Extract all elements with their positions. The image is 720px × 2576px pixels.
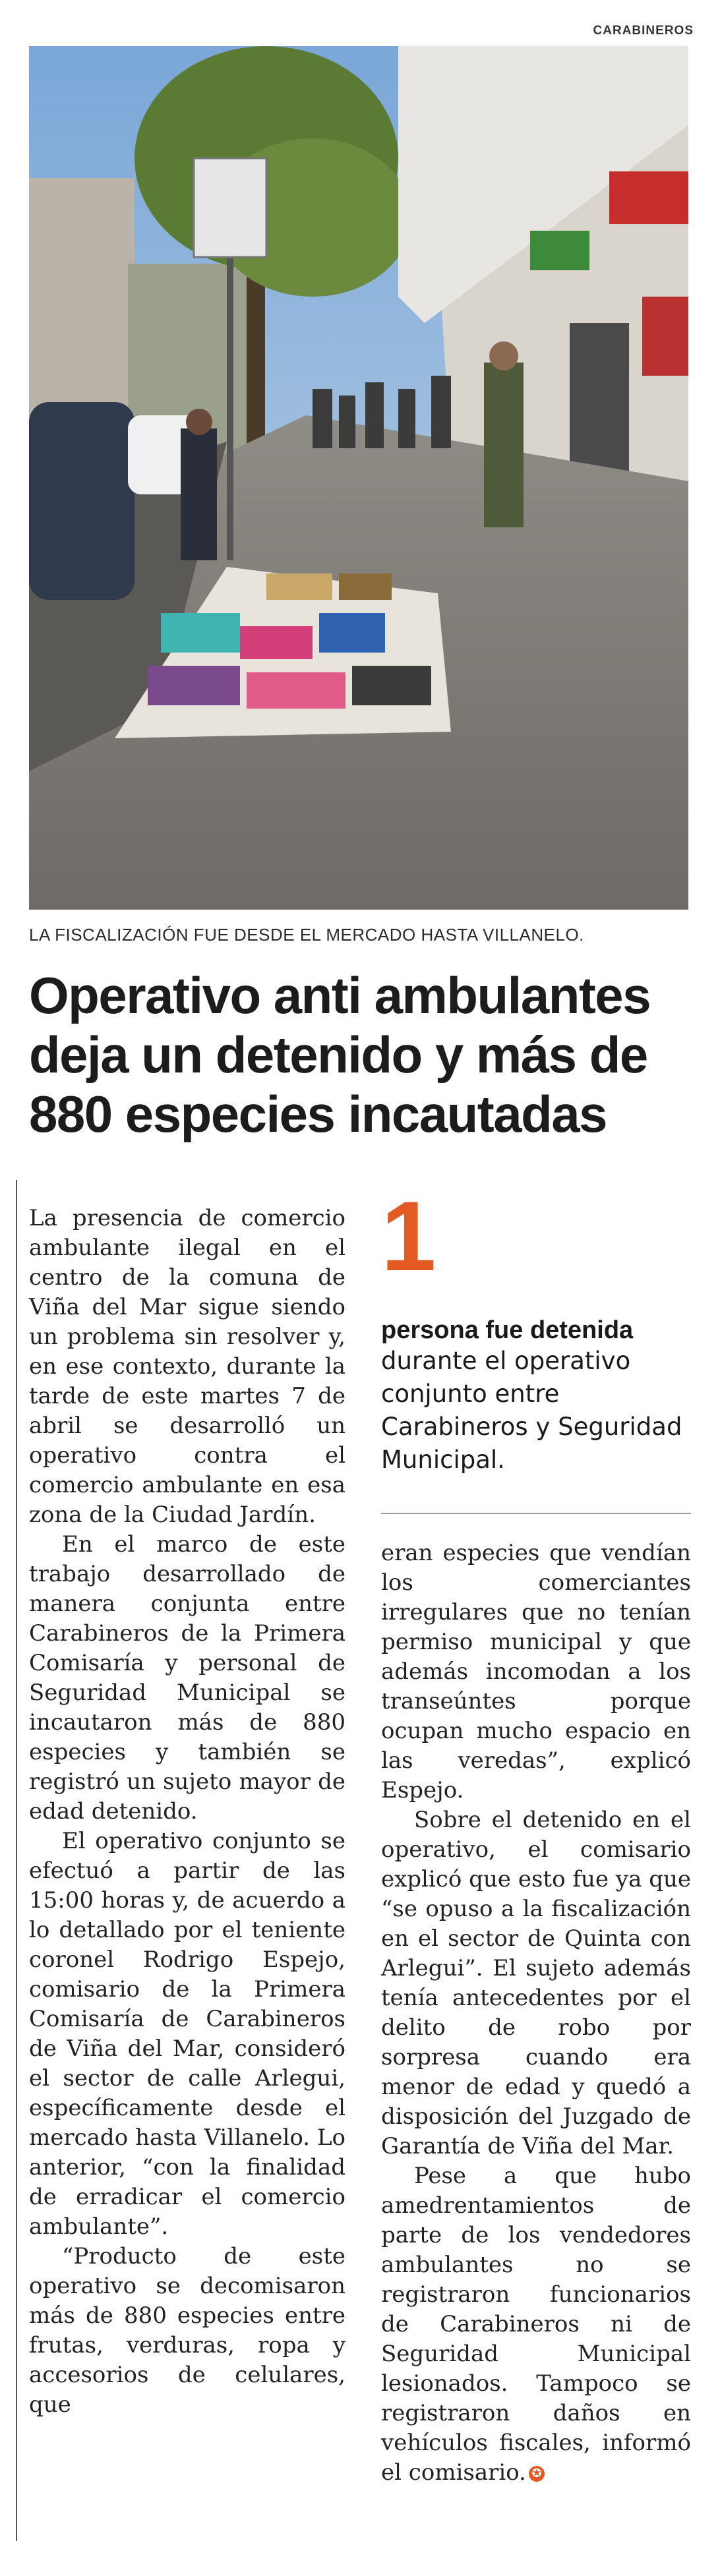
headline: Operativo anti ambulantes deja un detenido y más de 880 especies incautadas — [29, 966, 651, 1143]
paragraph: El operativo conjunto se efectuó a partir de las 15:00 horas y, de acuerdo a lo detallado por el teniente coronel Rodrigo Espejo, comisario de la Primera Comisaría de Carabineros de Viña del Mar, consideró el sector de calle Arlegui, específicamente desde el mercado hasta Villanelo. Lo anterior, “con la finalidad de erradicar el comercio ambulante”. — [29, 1828, 345, 2240]
paragraph-last — [381, 2161, 691, 2488]
stat-lead: persona fue detenida — [381, 1316, 634, 1344]
article-column-1 — [29, 1204, 345, 2420]
paragraph: La presencia de comercio ambulante ilegal en el centro de la comuna de Viña del Mar sigue siendo un problema sin resolver y, en ese contexto, durante la tarde de este martes 7 de abril se desarrolló un operativo contra el comercio ambulante en esa zona de la Ciudad Jardín. — [29, 1205, 345, 1528]
paragraph: Sobre el detenido en el operativo, el comisario explicó que esto fue ya que “se opuso a la fiscalización en el sector de Quinta con Arlegui”. El sujeto además tenía antecedentes por el delito de robo por sorpresa cuando era menor de edad y quedó a disposición del Juzgado de Garantía de Viña del Mar. — [381, 1807, 691, 2159]
section-tag: CARABINEROS — [593, 24, 694, 38]
photo-caption: LA FISCALIZACIÓN FUE DESDE EL MERCADO HASTA VILLANELO. — [29, 925, 584, 945]
stat-divider — [381, 1513, 691, 1514]
stat-box — [381, 1181, 691, 1477]
paragraph: eran especies que vendían los comerciantes irregulares que no tenían permiso municipal y que además incomodan a los transeúntes porque ocupan mucho espacio en las veredas”, explicó Espejo. — [381, 1540, 691, 1803]
stat-number: 1 — [381, 1181, 436, 1291]
column-rule — [16, 1180, 17, 2541]
stat-description: durante el operativo conjunto entre Carabineros y Seguridad Municipal. — [381, 1347, 682, 1474]
paragraph: “Producto de este operativo se decomisaron más de 880 especies entre frutas, verduras, ropa y accesorios de celulares, que — [29, 2243, 345, 2418]
paragraph-text: Pese a que hubo amedrentamientos de parte de los vendedores ambulantes no se registraron funcionarios de Carabineros ni de Seguridad Municipal lesionados. Tampoco se registraron daños en vehículos fiscales, informó el comisario. — [381, 2163, 691, 2486]
article-column-2 — [381, 1538, 691, 2488]
end-of-article-icon: ✪ — [529, 2466, 545, 2482]
article-photo — [29, 46, 688, 910]
paragraph: En el marco de este trabajo desarrollado de manera conjunta entre Carabineros de la Primera Comisaría y personal de Seguridad Municipal se incautaron más de 880 especies y también se registró un sujeto mayor de edad detenido. — [29, 1531, 345, 1825]
street-scene-illustration — [29, 46, 688, 910]
